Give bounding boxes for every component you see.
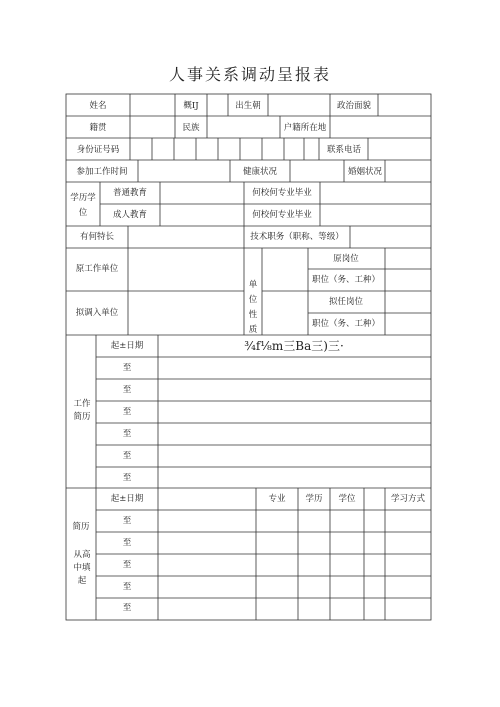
label-id-number: 身份证号码 [76,145,120,155]
label-grad-school-major-2: 何校何专业毕业 [252,210,312,220]
tech-title-field[interactable] [351,227,430,247]
label-to: 至 [122,451,132,461]
label-to: 至 [122,516,132,526]
label-resume: 简历 [72,522,90,532]
label-gender: 概IJ [183,101,199,111]
label-orig-unit: 原工作单位 [75,264,119,274]
specialty-field[interactable] [129,227,243,247]
label-to: 至 [122,363,132,373]
label-start-end-date: 起±日期 [110,341,144,351]
label-garbled-header: ¾f⅛m三Ba三)三· [244,339,344,353]
hukou-field[interactable] [331,117,430,137]
grad-school-1-field[interactable] [321,183,430,203]
label-proposed-post: 拟任岗位 [328,297,364,307]
grad-school-2-field[interactable] [321,205,430,225]
label-to: 至 [122,603,132,613]
ethnicity-field[interactable] [208,117,279,137]
label-phone: 联系电话 [326,145,362,155]
label-major: 专业 [268,494,286,504]
full-time-edu-field[interactable] [161,183,243,203]
label-to: 至 [122,473,132,483]
label-orig-position: 职位（务、工种） [311,275,381,285]
label-hukou: 户籍所在地 [283,123,327,133]
label-to: 至 [122,385,132,395]
id-number-field[interactable] [131,139,318,159]
label-work-history: 工作简历 [73,399,91,422]
label-ethnicity: 民族 [182,123,200,133]
label-name: 姓名 [89,101,107,111]
label-to: 至 [122,429,132,439]
label-start-end-date: 起±日期 [110,494,144,504]
label-adult-edu: 成人教育 [112,210,148,220]
label-grad-school-major-1: 何校何专业毕业 [252,188,312,198]
label-from-high-school: 从高中填起 [73,550,91,586]
label-to: 至 [122,538,132,548]
label-proposed-position: 职位（务、工种） [311,319,381,329]
label-edu-degree: 学历学位 [70,193,96,218]
form-title: 人事关系调动呈报表 [168,65,331,84]
marriage-field[interactable] [386,161,430,181]
orig-unit-field[interactable] [129,249,243,290]
political-field[interactable] [379,95,430,115]
health-field[interactable] [291,161,343,181]
label-unit-nature: 单位性质 [248,280,258,335]
birth-field[interactable] [269,95,329,115]
label-tech-title: 技术职务（职称、等级） [250,232,344,242]
work-start-field[interactable] [139,161,229,181]
label-full-time-edu: 普通教育 [112,188,148,198]
label-to: 至 [122,407,132,417]
label-target-unit: 拟调入单位 [75,308,119,318]
label-to: 至 [122,582,132,592]
label-native-place: 籍贯 [89,123,107,133]
target-unit-field[interactable] [129,292,243,334]
label-education: 学历 [305,494,323,504]
label-political: 政治面貌 [336,101,372,111]
label-to: 至 [122,560,132,570]
label-orig-post: 原岗位 [333,254,359,264]
label-birth: 出生朝 [235,101,261,111]
label-degree: 学位 [338,494,356,504]
native-place-field[interactable] [131,117,174,137]
label-work-start: 参加工作时间 [76,167,128,177]
phone-field[interactable] [369,139,430,159]
label-specialty: 有何特长 [79,232,115,242]
label-study-mode: 学习方式 [390,494,426,504]
label-marriage: 婚姻状况 [347,167,383,177]
adult-edu-field[interactable] [161,205,243,225]
label-health: 健康状况 [242,167,278,177]
name-field[interactable] [131,95,174,115]
gender-field[interactable] [208,95,227,115]
